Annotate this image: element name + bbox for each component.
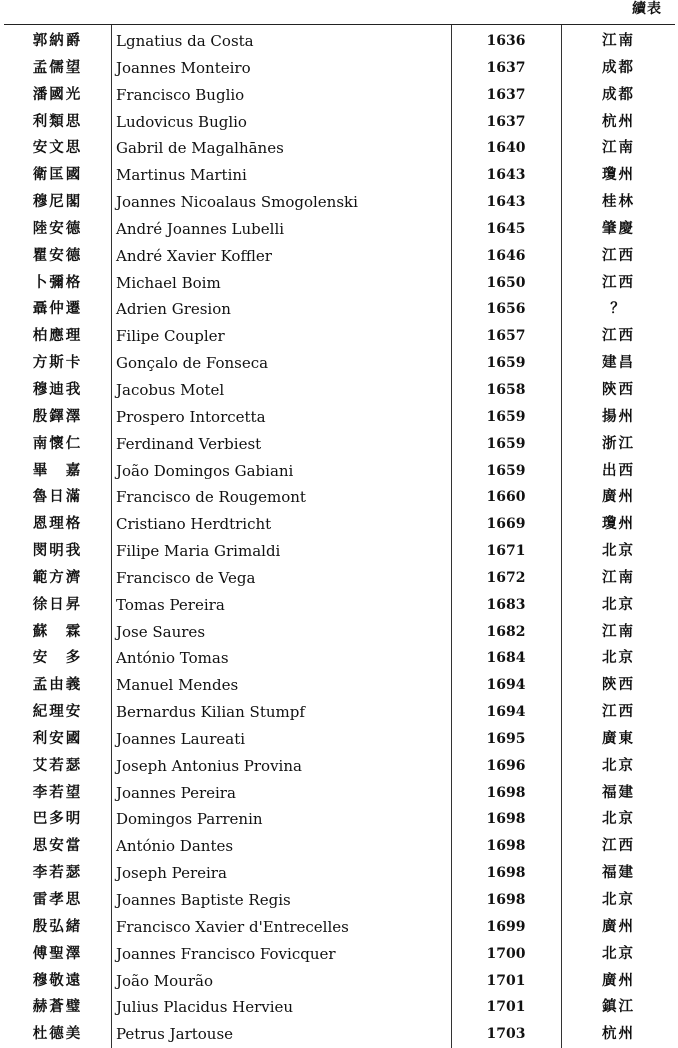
location-cell: 北京 bbox=[602, 596, 635, 613]
western-name-cell: Joannes Monteiro bbox=[116, 58, 251, 77]
chinese-name-cell: 潘國光 bbox=[32, 86, 83, 103]
chinese-name-cell: 安 多 bbox=[32, 650, 83, 667]
location-cell: 鎮江 bbox=[602, 999, 635, 1016]
chinese-name-cell: 郭納爵 bbox=[32, 33, 83, 49]
arrival-year-cell: 1637 bbox=[486, 113, 526, 130]
chinese-name-cell: 方斯卡 bbox=[32, 355, 83, 372]
location-cell: 江南 bbox=[602, 140, 635, 157]
table-row bbox=[4, 82, 675, 109]
table-row bbox=[4, 458, 675, 485]
table-row bbox=[4, 699, 675, 726]
arrival-year-cell: 1659 bbox=[486, 408, 526, 425]
table-row bbox=[4, 538, 675, 565]
western-name-cell: João Domingos Gabiani bbox=[116, 461, 294, 480]
location-cell: 北京 bbox=[602, 650, 635, 667]
chinese-name-cell: 利類思 bbox=[32, 113, 83, 130]
table-row bbox=[4, 296, 675, 323]
location-cell: 陝西 bbox=[602, 677, 635, 694]
location-cell: 江西 bbox=[602, 274, 635, 291]
location-cell: 肇慶 bbox=[602, 220, 635, 237]
location-cell: 廣州 bbox=[602, 918, 635, 935]
arrival-year-cell: 1672 bbox=[486, 569, 526, 586]
location-cell: 揚州 bbox=[602, 408, 635, 425]
table-row bbox=[4, 350, 675, 377]
arrival-year-cell: 1636 bbox=[486, 33, 526, 49]
western-name-cell: Francisco Xavier d'Entrecelles bbox=[116, 917, 349, 936]
chinese-name-cell: 殷弘緒 bbox=[32, 918, 83, 935]
chinese-name-cell: 畢 嘉 bbox=[32, 462, 83, 479]
location-cell: 江南 bbox=[602, 569, 635, 586]
arrival-year-cell: 1695 bbox=[486, 730, 526, 747]
chinese-name-cell: 赫蒼璧 bbox=[32, 999, 83, 1016]
arrival-year-cell: 1659 bbox=[486, 435, 526, 452]
western-name-cell: Julius Placidus Hervieu bbox=[116, 998, 294, 1017]
western-name-cell: João Mourão bbox=[116, 971, 213, 990]
arrival-year-cell: 1694 bbox=[486, 677, 526, 694]
table-row bbox=[4, 887, 675, 914]
western-name-cell: Adrien Gresion bbox=[116, 300, 231, 319]
western-name-cell: Joannes Nicoalaus Smogolenski bbox=[116, 193, 358, 212]
arrival-year-cell: 1657 bbox=[486, 328, 526, 345]
western-name-cell: Manuel Mendes bbox=[116, 676, 239, 695]
table-row bbox=[4, 994, 675, 1021]
chinese-name-cell: 陸安德 bbox=[32, 220, 83, 237]
table-body bbox=[4, 28, 675, 1048]
table-row bbox=[4, 860, 675, 887]
western-name-cell: Michael Boim bbox=[116, 273, 221, 292]
location-cell: 江南 bbox=[602, 623, 635, 640]
table-row bbox=[4, 753, 675, 780]
location-cell: 福建 bbox=[602, 784, 635, 801]
arrival-year-cell: 1698 bbox=[486, 892, 526, 908]
table-row bbox=[4, 592, 675, 619]
chinese-name-cell: 艾若瑟 bbox=[32, 757, 83, 774]
location-cell: 成都 bbox=[602, 59, 635, 76]
chinese-name-cell: 殷鐸澤 bbox=[32, 408, 83, 425]
arrival-year-cell: 1701 bbox=[486, 999, 526, 1016]
western-name-cell: António Tomas bbox=[116, 649, 229, 668]
location-cell: 江西 bbox=[602, 328, 635, 345]
location-cell: 成都 bbox=[602, 86, 635, 103]
location-cell: ？ bbox=[610, 301, 627, 318]
location-cell: 北京 bbox=[602, 543, 635, 560]
chinese-name-cell: 安文思 bbox=[32, 140, 83, 157]
location-cell: 杭州 bbox=[602, 113, 635, 130]
arrival-year-cell: 1699 bbox=[486, 918, 526, 935]
arrival-year-cell: 1698 bbox=[486, 784, 526, 801]
location-cell: 江西 bbox=[602, 838, 635, 855]
arrival-year-cell: 1696 bbox=[486, 757, 526, 774]
jesuit-roster-table bbox=[4, 24, 675, 1048]
location-cell: 廣州 bbox=[602, 489, 635, 506]
arrival-year-cell: 1645 bbox=[486, 220, 526, 237]
location-cell: 北京 bbox=[602, 892, 635, 908]
arrival-year-cell: 1637 bbox=[486, 59, 526, 76]
arrival-year-cell: 1684 bbox=[486, 650, 526, 667]
western-name-cell: Joannes Laureati bbox=[116, 729, 246, 748]
chinese-name-cell: 穆迪我 bbox=[32, 381, 83, 398]
location-cell: 陝西 bbox=[602, 381, 635, 398]
continued-table-label: 續表 bbox=[632, 1, 662, 17]
table-row bbox=[4, 431, 675, 458]
table-row bbox=[4, 726, 675, 753]
arrival-year-cell: 1671 bbox=[486, 543, 526, 560]
chinese-name-cell: 聶仲遷 bbox=[32, 301, 83, 318]
western-name-cell: Filipe Maria Grimaldi bbox=[116, 542, 281, 561]
western-name-cell: Jacobus Motel bbox=[116, 380, 225, 399]
table-row bbox=[4, 833, 675, 860]
chinese-name-cell: 穆敬遠 bbox=[32, 972, 83, 989]
arrival-year-cell: 1637 bbox=[486, 86, 526, 103]
western-name-cell: André Joannes Lubelli bbox=[116, 219, 285, 238]
location-cell: 桂林 bbox=[602, 194, 635, 211]
table-row bbox=[4, 619, 675, 646]
western-name-cell: Gonçalo de Fonseca bbox=[116, 354, 269, 373]
western-name-cell: Joannes Baptiste Regis bbox=[116, 891, 291, 909]
arrival-year-cell: 1694 bbox=[486, 704, 526, 721]
chinese-name-cell: 南懷仁 bbox=[32, 435, 83, 452]
location-cell: 廣東 bbox=[602, 730, 635, 747]
location-cell: 北京 bbox=[602, 945, 635, 962]
western-name-cell: Petrus Jartouse bbox=[116, 1025, 234, 1044]
arrival-year-cell: 1640 bbox=[486, 140, 526, 157]
location-cell: 杭州 bbox=[602, 1026, 635, 1043]
chinese-name-cell: 蘇 霖 bbox=[32, 623, 83, 640]
western-name-cell: Francisco de Vega bbox=[116, 568, 256, 587]
western-name-cell: Domingos Parrenin bbox=[116, 810, 263, 829]
western-name-cell: Tomas Pereira bbox=[116, 595, 225, 614]
arrival-year-cell: 1698 bbox=[486, 838, 526, 855]
table-row bbox=[4, 484, 675, 511]
location-cell: 浙江 bbox=[602, 435, 635, 452]
arrival-year-cell: 1656 bbox=[486, 301, 526, 318]
location-cell: 瓊州 bbox=[602, 516, 635, 533]
table-row bbox=[4, 914, 675, 941]
arrival-year-cell: 1701 bbox=[486, 972, 526, 989]
chinese-name-cell: 衛匡國 bbox=[32, 167, 83, 184]
location-cell: 建昌 bbox=[602, 355, 635, 372]
arrival-year-cell: 1650 bbox=[486, 274, 526, 291]
table-row bbox=[4, 565, 675, 592]
table-row bbox=[4, 511, 675, 538]
western-name-cell: Joseph Antonius Provina bbox=[116, 756, 302, 775]
location-cell: 出西 bbox=[602, 462, 635, 479]
chinese-name-cell: 巴多明 bbox=[32, 811, 83, 828]
location-cell: 福建 bbox=[602, 865, 635, 882]
table-row bbox=[4, 941, 675, 968]
table-row bbox=[4, 377, 675, 404]
table-row bbox=[4, 109, 675, 136]
western-name-cell: Joannes Francisco Fovicquer bbox=[116, 944, 336, 963]
location-cell: 廣州 bbox=[602, 972, 635, 989]
western-name-cell: Lgnatius da Costa bbox=[116, 32, 254, 50]
chinese-name-cell: 魯日滿 bbox=[32, 489, 83, 506]
arrival-year-cell: 1659 bbox=[486, 355, 526, 372]
chinese-name-cell: 徐日昇 bbox=[32, 596, 83, 613]
location-cell: 瓊州 bbox=[602, 167, 635, 184]
table-row bbox=[4, 28, 675, 55]
arrival-year-cell: 1660 bbox=[486, 489, 526, 506]
table-row bbox=[4, 162, 675, 189]
chinese-name-cell: 恩理格 bbox=[32, 516, 83, 533]
location-cell: 北京 bbox=[602, 757, 635, 774]
arrival-year-cell: 1659 bbox=[486, 462, 526, 479]
table-row bbox=[4, 404, 675, 431]
arrival-year-cell: 1658 bbox=[486, 381, 526, 398]
western-name-cell: Martinus Martini bbox=[116, 166, 247, 185]
chinese-name-cell: 穆尼閣 bbox=[32, 194, 83, 211]
arrival-year-cell: 1646 bbox=[486, 247, 526, 264]
arrival-year-cell: 1682 bbox=[486, 623, 526, 640]
chinese-name-cell: 傅聖澤 bbox=[32, 945, 83, 962]
chinese-name-cell: 思安當 bbox=[32, 838, 83, 855]
table-row bbox=[4, 135, 675, 162]
table-row bbox=[4, 243, 675, 270]
chinese-name-cell: 卜彌格 bbox=[32, 274, 83, 291]
chinese-name-cell: 柏應理 bbox=[32, 328, 83, 345]
western-name-cell: Jose Saures bbox=[116, 622, 206, 641]
western-name-cell: Ferdinand Verbiest bbox=[116, 434, 262, 453]
table-row bbox=[4, 806, 675, 833]
western-name-cell: Filipe Coupler bbox=[116, 327, 225, 346]
western-name-cell: Francisco de Rougemont bbox=[116, 488, 306, 507]
western-name-cell: Bernardus Kilian Stumpf bbox=[116, 703, 305, 722]
western-name-cell: Gabril de Magalhānes bbox=[116, 139, 284, 158]
table-row bbox=[4, 780, 675, 807]
western-name-cell: Ludovicus Buglio bbox=[116, 112, 247, 131]
table-row bbox=[4, 189, 675, 216]
western-name-cell: Prospero Intorcetta bbox=[116, 407, 266, 426]
chinese-name-cell: 利安國 bbox=[32, 730, 83, 747]
arrival-year-cell: 1703 bbox=[486, 1026, 526, 1043]
western-name-cell: Joseph Pereira bbox=[116, 864, 227, 883]
western-name-cell: Francisco Buglio bbox=[116, 85, 245, 104]
chinese-name-cell: 紀理安 bbox=[32, 704, 83, 721]
table-row bbox=[4, 672, 675, 699]
location-cell: 江西 bbox=[602, 247, 635, 264]
chinese-name-cell: 孟儒望 bbox=[32, 59, 83, 76]
table-row bbox=[4, 55, 675, 82]
chinese-name-cell: 瞿安德 bbox=[32, 247, 83, 264]
table-row bbox=[4, 968, 675, 995]
table-row bbox=[4, 1021, 675, 1048]
western-name-cell: André Xavier Koffler bbox=[116, 246, 272, 265]
western-name-cell: António Dantes bbox=[116, 837, 234, 856]
table-row bbox=[4, 216, 675, 243]
chinese-name-cell: 孟由義 bbox=[32, 677, 83, 694]
arrival-year-cell: 1669 bbox=[486, 516, 526, 533]
chinese-name-cell: 雷孝思 bbox=[32, 892, 83, 908]
table-row bbox=[4, 270, 675, 297]
location-cell: 江西 bbox=[602, 704, 635, 721]
arrival-year-cell: 1700 bbox=[486, 945, 526, 962]
arrival-year-cell: 1698 bbox=[486, 811, 526, 828]
chinese-name-cell: 閔明我 bbox=[32, 543, 83, 560]
western-name-cell: Cristiano Herdtricht bbox=[116, 515, 272, 534]
chinese-name-cell: 杜德美 bbox=[32, 1026, 83, 1043]
chinese-name-cell: 李若望 bbox=[32, 784, 83, 801]
western-name-cell: Joannes Pereira bbox=[116, 783, 236, 802]
arrival-year-cell: 1683 bbox=[486, 596, 526, 613]
arrival-year-cell: 1643 bbox=[486, 194, 526, 211]
table-row bbox=[4, 323, 675, 350]
location-cell: 北京 bbox=[602, 811, 635, 828]
arrival-year-cell: 1698 bbox=[486, 865, 526, 882]
chinese-name-cell: 範方濟 bbox=[32, 569, 83, 586]
location-cell: 江南 bbox=[602, 33, 635, 49]
table-row bbox=[4, 645, 675, 672]
arrival-year-cell: 1643 bbox=[486, 167, 526, 184]
chinese-name-cell: 李若瑟 bbox=[32, 865, 83, 882]
